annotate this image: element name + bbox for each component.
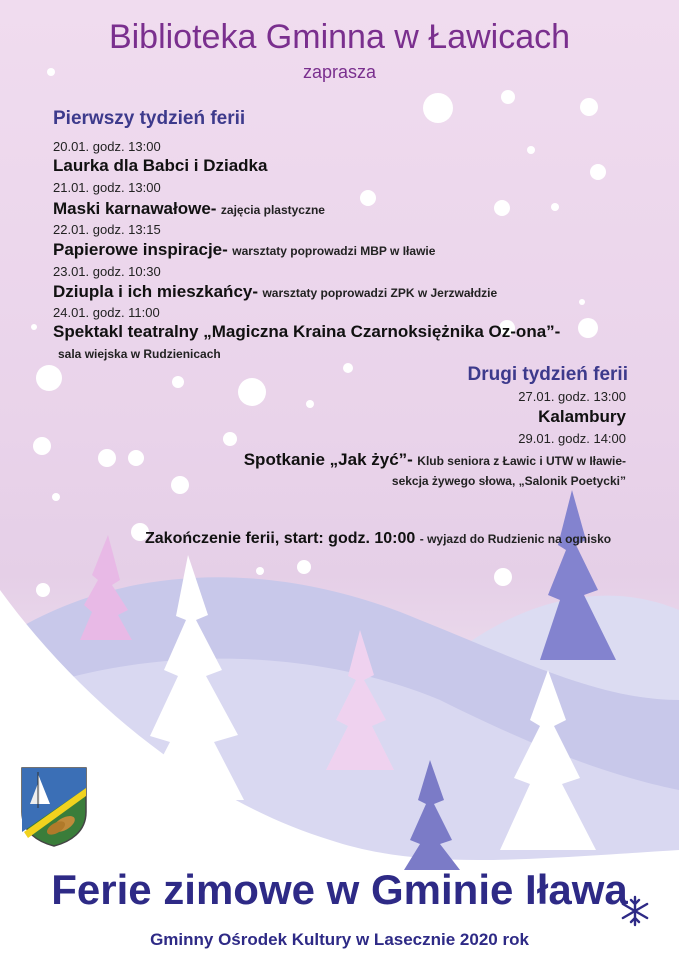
event-date: 20.01. godz. 13:00 <box>53 139 161 154</box>
event-title: Kalambury <box>538 407 626 426</box>
event-date: 27.01. godz. 13:00 <box>518 389 626 404</box>
snowflake-icon <box>619 895 651 927</box>
event-line <box>244 450 626 470</box>
library-title: Biblioteka Gminna w Ławicach <box>108 18 571 56</box>
event-note: zajęcia plastyczne <box>220 203 325 217</box>
event-note-continued: sekcja żywego słowa, „Salonik Poetycki” <box>391 474 626 488</box>
event-line <box>53 199 325 219</box>
event-date: 21.01. godz. 13:00 <box>53 180 161 195</box>
event-title: Spotkanie „Jak żyć”- <box>243 450 413 469</box>
event-note: warsztaty poprowadzi ZPK w Jerzwałdzie <box>262 286 498 300</box>
event-title: Laurka dla Babci i Dziadka <box>53 156 268 175</box>
event-line <box>53 240 435 260</box>
event-date: 29.01. godz. 14:00 <box>518 431 626 446</box>
event-note: sala wiejska w Rudzienicach <box>58 347 221 361</box>
footer-title: Ferie zimowe w Gminie Iława <box>51 866 628 913</box>
event-date: 22.01. godz. 13:15 <box>53 222 161 237</box>
closing-note: - wyjazd do Rudzienic na ognisko <box>419 532 612 546</box>
week1-heading: Pierwszy tydzień ferii <box>53 108 246 129</box>
week2-heading: Drugi tydzień ferii <box>467 364 628 385</box>
event-title: Spektakl teatralny „Magiczna Kraina Czarnoksiężnika Oz-ona”- <box>53 322 561 341</box>
municipal-coat-of-arms-icon <box>20 766 88 848</box>
event-title: Maski karnawałowe- <box>53 199 217 218</box>
invites-subtitle: zaprasza <box>302 62 377 82</box>
footer-subtitle: Gminny Ośrodek Kultury w Lasecznie 2020 rok <box>150 930 529 949</box>
event-note: Klub seniora z Ławic i UTW w Iławie- <box>417 454 626 468</box>
event-date: 23.01. godz. 10:30 <box>53 264 161 279</box>
event-date: 24.01. godz. 11:00 <box>53 305 160 320</box>
event-title: Dziupla i ich mieszkańcy- <box>53 282 259 301</box>
event-title: Papierowe inspiracje- <box>53 240 228 259</box>
closing-event: Zakończenie ferii, start: godz. 10:00 <box>145 530 416 547</box>
event-note: warsztaty poprowadzi MBP w Iławie <box>232 244 436 258</box>
closing-line <box>145 530 611 548</box>
event-line <box>53 282 497 302</box>
